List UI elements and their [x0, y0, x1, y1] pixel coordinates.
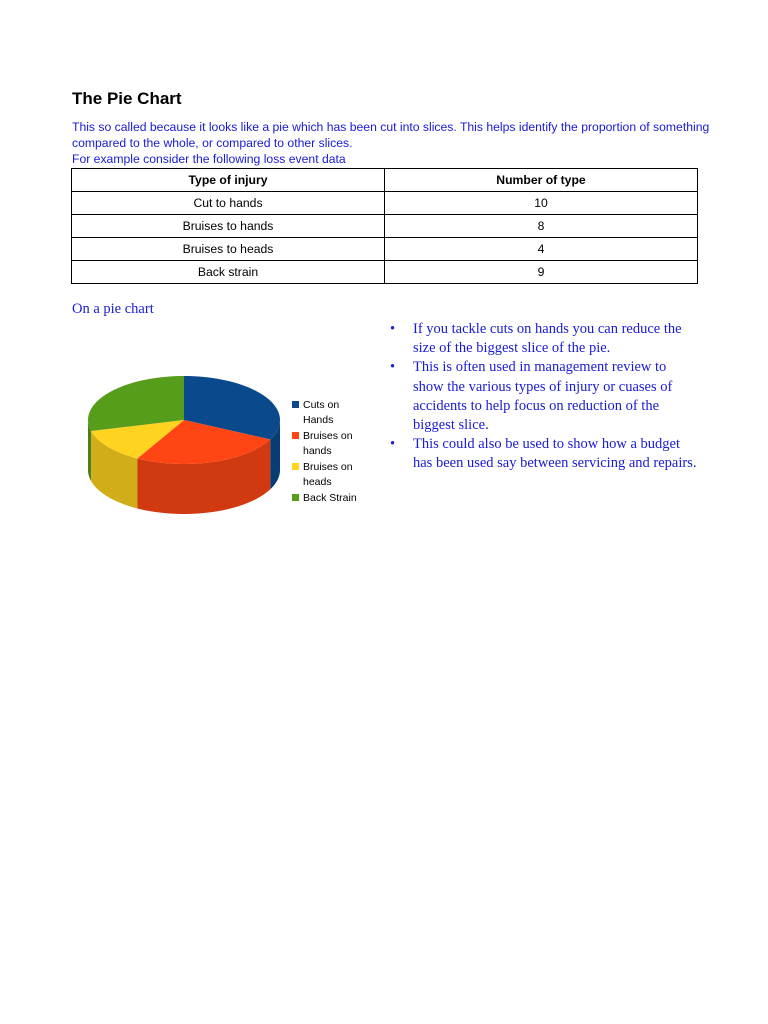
- table-cell-count: 10: [385, 192, 698, 215]
- legend-item: [292, 398, 372, 428]
- table-row: [72, 261, 698, 284]
- loss-event-table: [71, 168, 698, 284]
- table-row: [72, 215, 698, 238]
- intro-example-line: For example consider the following loss event data: [72, 152, 346, 166]
- column-header-injury-type: Type of injury: [72, 169, 385, 192]
- legend-label: Bruises on heads: [303, 461, 353, 488]
- legend-item: [292, 460, 372, 490]
- intro-paragraph: This so called because it looks like a pie which has been cut into slices. This helps identify the proportion of something compared to the whole, or compared to other slices.: [72, 120, 710, 150]
- bullet-item: • This is often used in management review to show the various types of injury or cuases of accidents to help focus on reduction of the biggest slice.: [388, 358, 698, 435]
- table-cell-injury: Back strain: [72, 261, 385, 284]
- legend-item: [292, 491, 372, 506]
- legend-label: Back Strain: [303, 492, 357, 504]
- page-title: The Pie Chart: [72, 89, 182, 108]
- intro-text: [72, 119, 712, 167]
- chart-legend: [292, 398, 372, 507]
- pie-chart-subheading: On a pie chart: [72, 301, 154, 317]
- legend-swatch: [292, 494, 299, 501]
- table-row: [72, 238, 698, 261]
- pie-chart: [80, 372, 286, 528]
- table-cell-injury: Bruises to hands: [72, 215, 385, 238]
- bullet-item: • If you tackle cuts on hands you can reduce the size of the biggest slice of the pie.: [388, 320, 698, 358]
- table-cell-count: 9: [385, 261, 698, 284]
- table-cell-count: 8: [385, 215, 698, 238]
- legend-swatch: [292, 463, 299, 470]
- legend-swatch: [292, 432, 299, 439]
- bullet-item: • This could also be used to show how a budget has been used say between servicing and repairs.: [388, 435, 698, 473]
- column-header-count: Number of type: [385, 169, 698, 192]
- table-cell-injury: Bruises to heads: [72, 238, 385, 261]
- legend-item: [292, 429, 372, 459]
- legend-swatch: [292, 401, 299, 408]
- bullet-list: [388, 320, 698, 474]
- table-cell-count: 4: [385, 238, 698, 261]
- table-header-row: [72, 169, 698, 192]
- legend-label: Bruises on hands: [303, 430, 353, 457]
- legend-label: Cuts on Hands: [303, 399, 340, 426]
- table-cell-injury: Cut to hands: [72, 192, 385, 215]
- table-row: [72, 192, 698, 215]
